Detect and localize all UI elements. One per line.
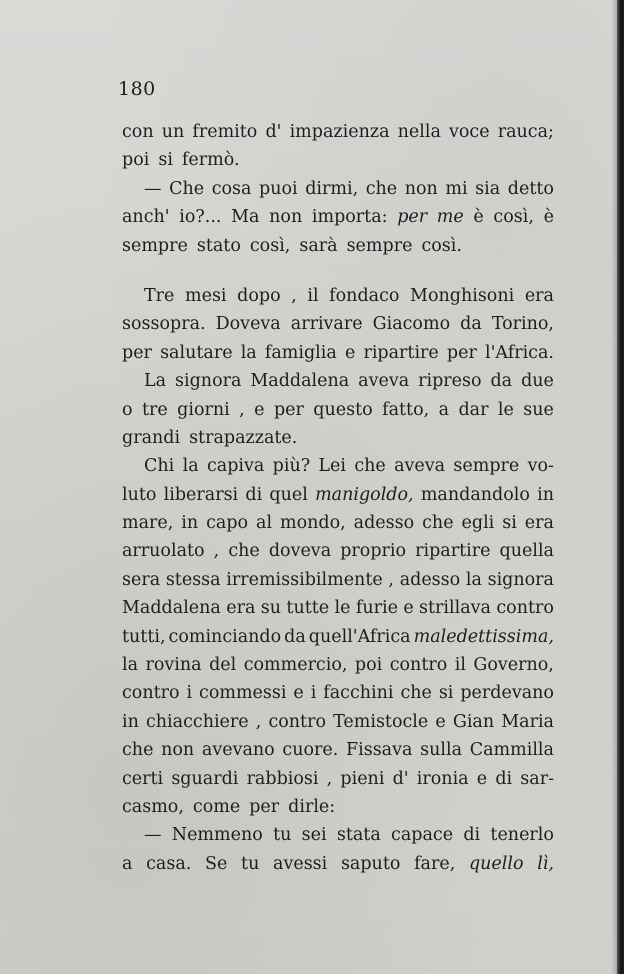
word: che bbox=[422, 513, 454, 534]
word: quella bbox=[499, 541, 554, 562]
word: Che bbox=[169, 178, 205, 199]
word: si bbox=[158, 150, 173, 171]
word: come bbox=[192, 796, 241, 817]
word: fatto, bbox=[382, 399, 430, 420]
word: rauca; bbox=[497, 122, 554, 142]
text-line bbox=[122, 651, 554, 679]
word: Chi bbox=[144, 456, 175, 477]
word: Governo, bbox=[473, 655, 554, 676]
word: dirmi, bbox=[305, 178, 359, 199]
word: tu bbox=[273, 825, 292, 846]
word: doveva bbox=[268, 541, 332, 562]
text-line bbox=[122, 452, 554, 480]
word: di bbox=[495, 768, 513, 789]
text-line bbox=[122, 396, 554, 424]
word: arruolato bbox=[122, 541, 205, 562]
word: sia bbox=[475, 178, 501, 199]
word: signora bbox=[175, 371, 242, 392]
word: del bbox=[209, 655, 237, 676]
word: era bbox=[226, 598, 256, 619]
word: a bbox=[438, 399, 450, 420]
word: a bbox=[122, 853, 133, 874]
word: facchini bbox=[323, 683, 394, 704]
word: , bbox=[255, 711, 262, 732]
italic-word: manigoldo, bbox=[315, 484, 414, 505]
word: Lei bbox=[318, 456, 346, 477]
word: tutte bbox=[286, 598, 330, 619]
word: mesi bbox=[185, 285, 227, 306]
word: rabbiosi bbox=[246, 768, 319, 789]
word: si bbox=[438, 683, 454, 704]
word: strapazzate. bbox=[189, 427, 298, 448]
word: vo- bbox=[527, 456, 554, 477]
word: contro bbox=[268, 711, 326, 732]
word: è bbox=[473, 207, 484, 228]
word: o bbox=[122, 399, 133, 420]
word: poi bbox=[122, 150, 150, 171]
word: fermò. bbox=[181, 150, 240, 171]
word: adesso bbox=[353, 513, 415, 534]
word: Monghisoni bbox=[410, 285, 515, 306]
word: la bbox=[240, 342, 257, 363]
page-binding-edge bbox=[617, 0, 624, 974]
word: ripreso bbox=[418, 371, 482, 392]
word: puoi bbox=[259, 178, 298, 199]
word: mandandolo bbox=[420, 484, 530, 505]
word: fare, bbox=[414, 853, 456, 874]
word: quell'Africa bbox=[308, 626, 411, 647]
word: si bbox=[502, 513, 517, 534]
word: e bbox=[254, 399, 265, 420]
word: che bbox=[228, 541, 260, 562]
word: — bbox=[144, 825, 162, 846]
word: così, bbox=[249, 235, 291, 256]
word: che bbox=[400, 683, 432, 704]
word: per bbox=[446, 342, 477, 363]
word: sarà bbox=[299, 235, 338, 256]
word: stata bbox=[336, 825, 381, 846]
word: mare, bbox=[122, 513, 174, 534]
word: aveva bbox=[394, 456, 446, 477]
text-line bbox=[122, 793, 554, 821]
word: perdevano bbox=[460, 683, 554, 704]
text-line bbox=[122, 175, 554, 203]
word: le bbox=[497, 399, 514, 420]
word: strillava bbox=[419, 598, 491, 619]
word: voce bbox=[449, 122, 490, 142]
word: sempre bbox=[122, 235, 188, 256]
word: il bbox=[307, 285, 319, 306]
word: più? bbox=[272, 456, 311, 477]
word: d' bbox=[265, 122, 282, 142]
word: ripartire bbox=[363, 342, 439, 363]
word: e bbox=[403, 598, 414, 619]
italic-word: maledettissima, bbox=[413, 626, 554, 647]
word: dopo bbox=[237, 285, 281, 306]
word: grandi bbox=[122, 427, 181, 448]
text-line bbox=[122, 679, 554, 707]
word: da bbox=[284, 626, 306, 647]
text-line bbox=[122, 118, 554, 146]
text-line bbox=[122, 481, 554, 509]
word: mondo, bbox=[280, 513, 346, 534]
word: Maddalena bbox=[122, 598, 221, 619]
word: avessi bbox=[273, 853, 328, 874]
text-line bbox=[122, 509, 554, 537]
word: cosa bbox=[211, 178, 252, 199]
word: Se bbox=[205, 853, 228, 874]
text-line bbox=[122, 424, 554, 452]
text-line bbox=[122, 623, 554, 651]
word: in bbox=[181, 513, 199, 534]
word: la bbox=[182, 456, 199, 477]
word: le bbox=[334, 598, 351, 619]
text-line bbox=[122, 282, 554, 310]
word: che bbox=[354, 456, 386, 477]
word: signora bbox=[487, 569, 554, 590]
word: per bbox=[249, 796, 280, 817]
word: , bbox=[291, 285, 297, 306]
word: commercio, bbox=[243, 655, 348, 676]
word: — bbox=[144, 178, 162, 199]
word: dar bbox=[458, 399, 489, 420]
word: cominciando bbox=[168, 626, 282, 647]
text-line bbox=[122, 708, 554, 736]
word: anch' bbox=[122, 207, 170, 228]
word: mi bbox=[445, 178, 468, 199]
word: e bbox=[476, 768, 488, 789]
word: fondaco bbox=[329, 285, 400, 306]
word: era bbox=[524, 513, 554, 534]
word: quel bbox=[269, 484, 308, 505]
word: arrivare bbox=[290, 314, 363, 335]
word: ironia bbox=[416, 768, 469, 789]
word: per bbox=[122, 342, 152, 363]
word: capace bbox=[391, 825, 454, 846]
text-line bbox=[122, 537, 554, 565]
word: un bbox=[161, 122, 185, 142]
word: Temistocle bbox=[333, 711, 429, 732]
italic-word: per bbox=[397, 207, 428, 228]
word: saputo bbox=[340, 853, 401, 874]
text-line bbox=[122, 232, 554, 260]
text-line bbox=[122, 146, 554, 174]
word: contro bbox=[496, 598, 554, 619]
word: Tre bbox=[144, 285, 175, 306]
word: avevano bbox=[201, 740, 275, 761]
word: aveva bbox=[358, 371, 410, 392]
word: tenerlo bbox=[490, 825, 554, 846]
word: l'Africa. bbox=[485, 342, 554, 363]
text-line bbox=[122, 850, 554, 878]
word: io?... bbox=[179, 207, 222, 228]
word: detto bbox=[507, 178, 554, 199]
word: importa: bbox=[311, 207, 388, 228]
italic-word: me bbox=[436, 207, 464, 228]
word: il bbox=[454, 655, 466, 676]
text-line bbox=[122, 736, 554, 764]
word: adesso bbox=[399, 569, 461, 590]
word: così. bbox=[421, 235, 462, 256]
word: tre bbox=[141, 399, 168, 420]
text-line bbox=[122, 339, 554, 367]
word: capo bbox=[206, 513, 249, 534]
word: di bbox=[463, 825, 481, 846]
word: cuore. bbox=[282, 740, 339, 761]
word: la bbox=[465, 569, 482, 590]
word: per bbox=[273, 399, 304, 420]
word: poi bbox=[354, 655, 383, 676]
italic-word: quello bbox=[468, 853, 524, 874]
word: Giacomo bbox=[372, 314, 451, 335]
word: commessi bbox=[199, 683, 287, 704]
word: furie bbox=[355, 598, 398, 619]
word: da bbox=[490, 371, 513, 392]
word: e bbox=[435, 711, 446, 732]
word: giorni bbox=[177, 399, 230, 420]
word: casa. bbox=[146, 853, 192, 874]
word: La bbox=[144, 371, 167, 392]
word: chiacchiere bbox=[145, 711, 249, 732]
text-line bbox=[122, 367, 554, 395]
word: Maria bbox=[501, 711, 554, 732]
word: i bbox=[186, 683, 193, 704]
word: e bbox=[293, 683, 304, 704]
word: Cammilla bbox=[469, 740, 554, 761]
word: , bbox=[213, 541, 220, 562]
word: questo bbox=[313, 399, 373, 420]
word: , bbox=[388, 569, 394, 590]
word: proprio bbox=[340, 541, 407, 562]
word: che bbox=[122, 740, 154, 761]
word: Gian bbox=[452, 711, 495, 732]
word: Torino, bbox=[491, 314, 554, 335]
word: in bbox=[122, 711, 139, 732]
italic-word: lì, bbox=[537, 853, 554, 874]
word: capiva bbox=[206, 456, 265, 477]
word: , bbox=[326, 768, 333, 789]
word: tu bbox=[241, 853, 260, 874]
text-line bbox=[122, 203, 554, 231]
word: di bbox=[245, 484, 263, 505]
word: sguardi bbox=[171, 768, 239, 789]
word: in bbox=[537, 484, 554, 505]
word: Fissava bbox=[345, 740, 413, 761]
word: sei bbox=[301, 825, 327, 846]
word: stessa bbox=[165, 569, 221, 590]
word: ripartire bbox=[415, 541, 491, 562]
word: non bbox=[404, 178, 438, 199]
word: che bbox=[365, 178, 398, 199]
text-line bbox=[122, 310, 554, 338]
word: dirle: bbox=[288, 796, 336, 817]
word: sar- bbox=[520, 768, 554, 789]
word: i bbox=[310, 683, 317, 704]
word: non bbox=[269, 207, 303, 228]
word: , bbox=[239, 399, 245, 420]
text-line bbox=[122, 566, 554, 594]
word: salutare bbox=[160, 342, 233, 363]
word: era bbox=[524, 285, 554, 306]
word: non bbox=[161, 740, 195, 761]
word: rovina bbox=[145, 655, 202, 676]
word: Doveva bbox=[215, 314, 281, 335]
page-number: 180 bbox=[118, 78, 156, 100]
word: fremito bbox=[192, 122, 258, 142]
word: luto bbox=[122, 484, 157, 505]
word: su bbox=[260, 598, 282, 619]
text-line bbox=[122, 765, 554, 793]
word: egli bbox=[461, 513, 495, 534]
word: così, bbox=[493, 207, 534, 228]
word: tutti, bbox=[122, 626, 166, 647]
word: sue bbox=[523, 399, 554, 420]
word: nella bbox=[397, 122, 441, 142]
word: contro bbox=[389, 655, 448, 676]
text-line bbox=[122, 594, 554, 622]
word: con bbox=[122, 122, 154, 142]
word: è bbox=[543, 207, 554, 228]
word: la bbox=[122, 655, 139, 676]
word: certi bbox=[122, 768, 164, 789]
word: casmo, bbox=[122, 796, 184, 817]
word: Maddalena bbox=[250, 371, 350, 392]
word: stato bbox=[196, 235, 241, 256]
body-text bbox=[122, 118, 554, 878]
word: pieni bbox=[340, 768, 385, 789]
word: sossopra. bbox=[122, 314, 206, 335]
text-line bbox=[122, 821, 554, 849]
word: e bbox=[344, 342, 356, 363]
word: Ma bbox=[231, 207, 260, 228]
word: liberarsi bbox=[163, 484, 239, 505]
word: Nemmeno bbox=[171, 825, 263, 846]
word: da bbox=[460, 314, 482, 335]
word: d' bbox=[392, 768, 409, 789]
word: sempre bbox=[453, 456, 520, 477]
word: impazienza bbox=[289, 122, 390, 142]
word: contro bbox=[122, 683, 180, 704]
word: famiglia bbox=[264, 342, 337, 363]
word: sempre bbox=[346, 235, 413, 256]
word: sulla bbox=[420, 740, 463, 761]
word: irremissibilmente bbox=[226, 569, 383, 590]
word: sera bbox=[122, 569, 161, 590]
word: al bbox=[256, 513, 273, 534]
word: due bbox=[521, 371, 554, 392]
